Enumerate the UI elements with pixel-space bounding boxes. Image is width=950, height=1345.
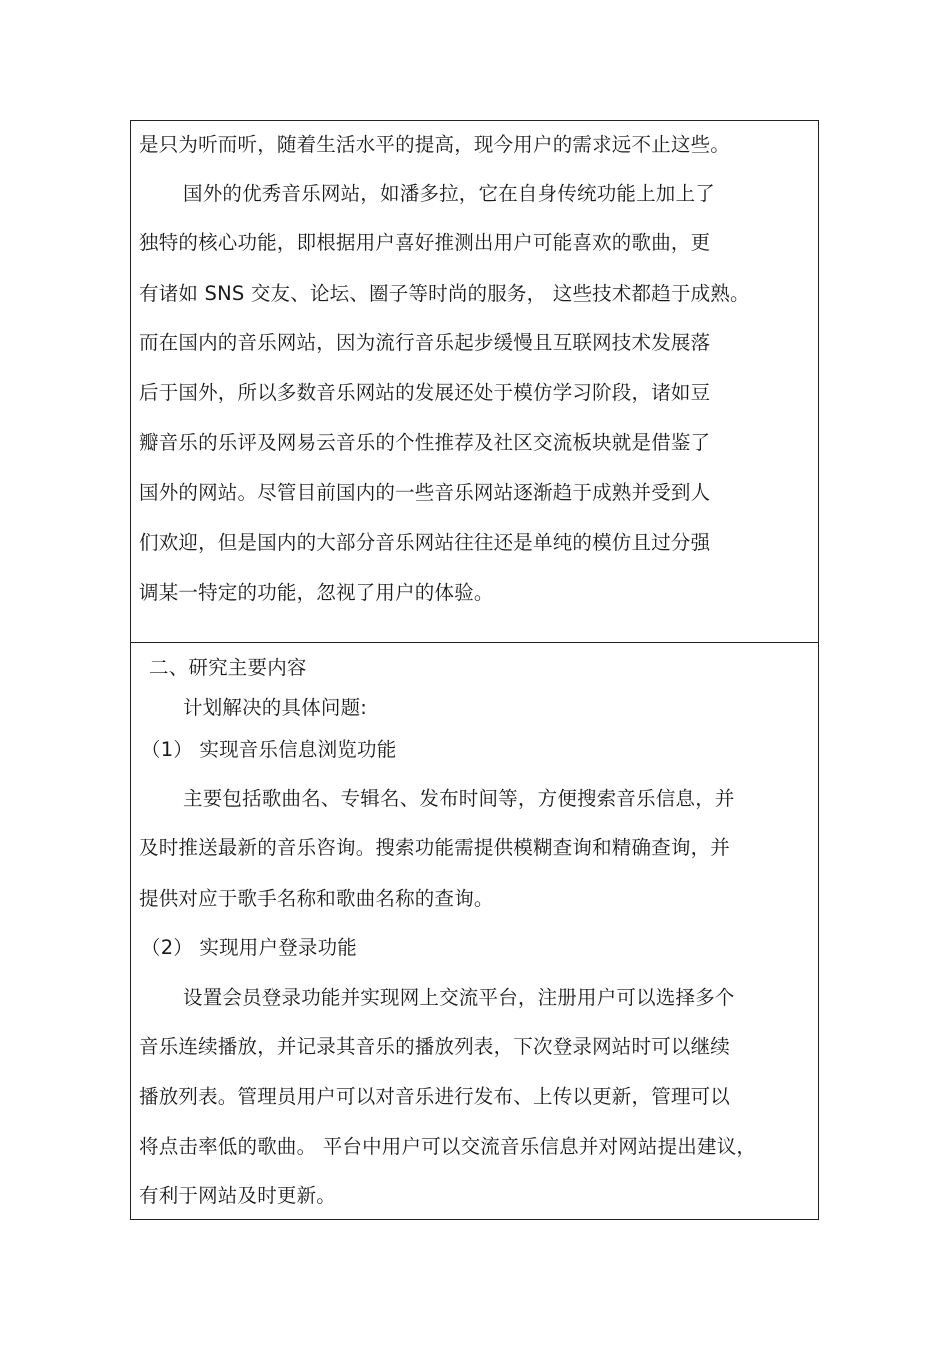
item-title: （1） 实现音乐信息浏览功能: [141, 738, 397, 761]
item-title: （2） 实现用户登录功能: [141, 936, 358, 959]
paragraph-line: 国外的网站。尽管目前国内的一些音乐网站逐渐趋于成熟并受到人: [139, 481, 711, 504]
paragraph-line: 将点击率低的歌曲。 平台中用户可以交流音乐信息并对网站提出建议，: [139, 1135, 757, 1158]
paragraph-line: 瓣音乐的乐评及网易云音乐的个性推荐及社区交流板块就是借鉴了: [139, 431, 711, 454]
paragraph-line: 音乐连续播放，并记录其音乐的播放列表，下次登录网站时可以继续: [139, 1035, 731, 1058]
paragraph-line: 提供对应于歌手名称和歌曲名称的查询。: [139, 887, 494, 910]
paragraph-line: 独特的核心功能，即根据用户喜好推测出用户可能喜欢的歌曲，更: [139, 231, 711, 254]
proposal-form-table: [130, 120, 819, 1220]
paragraph-line: 调某一特定的功能，忽视了用户的体验。: [139, 581, 494, 604]
paragraph-line: 们欢迎，但是国内的大部分音乐网站往往还是单纯的模仿且过分强: [139, 531, 711, 554]
paragraph-line: 设置会员登录功能并实现网上交流平台，注册用户可以选择多个: [183, 986, 735, 1009]
section-heading: 二、研究主要内容: [149, 656, 307, 679]
paragraph-line: 国外的优秀音乐网站，如潘多拉，它在自身传统功能上加上了: [183, 182, 715, 205]
background-cell: [131, 121, 818, 643]
paragraph-line: 有诸如 SNS 交友、论坛、圈子等时尚的服务， 这些技术都趋于成熟。: [139, 282, 750, 305]
paragraph-line: 后于国外，所以多数音乐网站的发展还处于模仿学习阶段，诸如豆: [139, 381, 711, 404]
paragraph-line: 有利于网站及时更新。: [139, 1184, 337, 1207]
research-content-cell: [131, 643, 818, 1219]
paragraph-line: 及时推送最新的音乐咨询。搜索功能需提供模糊查询和精确查询，并: [139, 836, 731, 859]
intro-line: 计划解决的具体问题:: [183, 696, 368, 719]
paragraph-line: 播放列表。管理员用户可以对音乐进行发布、上传以更新，管理可以: [139, 1085, 731, 1108]
paragraph-line: 是只为听而听，随着生活水平的提高，现今用户的需求远不止这些。: [139, 133, 731, 156]
paragraph-line: 而在国内的音乐网站，因为流行音乐起步缓慢且互联网技术发展落: [139, 331, 711, 354]
paragraph-line: 主要包括歌曲名、专辑名、发布时间等，方便搜索音乐信息，并: [183, 787, 735, 810]
